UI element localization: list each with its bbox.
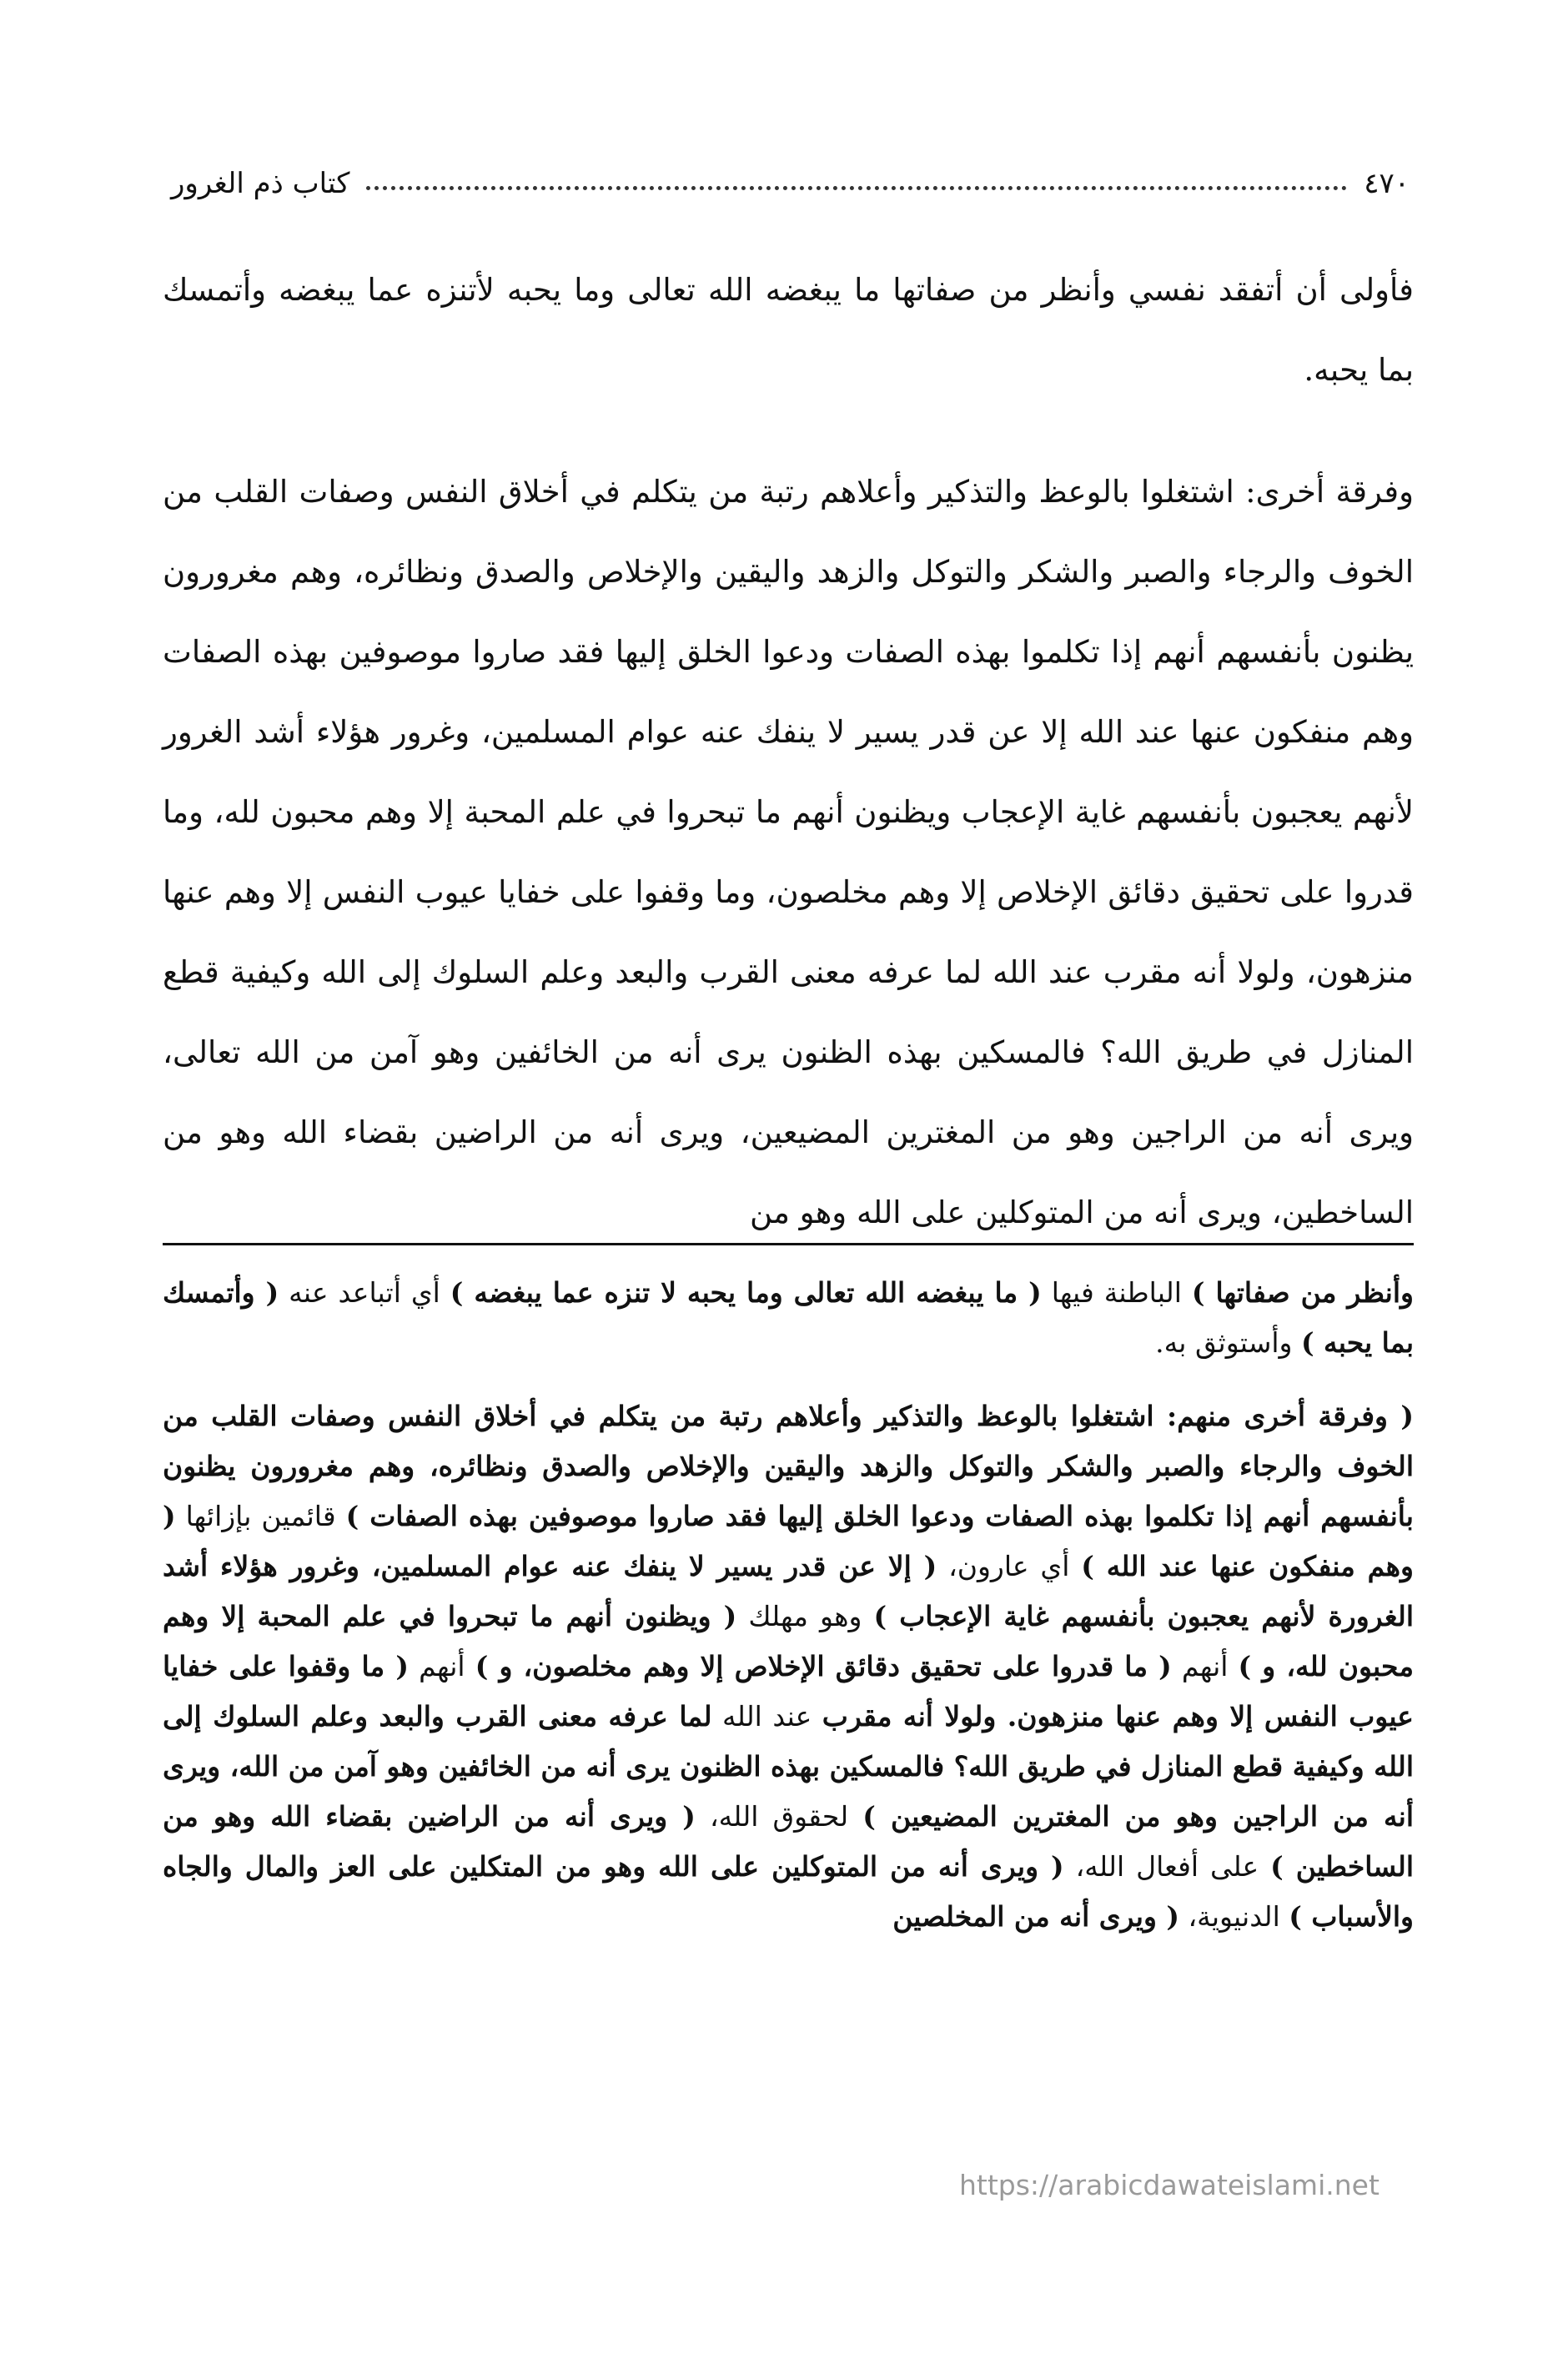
commentary-text-segment: على أفعال الله، xyxy=(1063,1850,1271,1883)
commentary-paragraph xyxy=(163,1268,1414,1368)
dotted-leader xyxy=(366,186,1347,190)
commentary-paragraph xyxy=(163,1391,1414,1942)
quoted-text-segment: ( ويرى أنه من المخلصين xyxy=(892,1900,1179,1933)
quoted-text-segment: ( ما قدروا على تحقيق دقائق الإخلاص إلا وهم مخلصون، و ) xyxy=(475,1650,1172,1682)
main-text xyxy=(163,250,1414,1253)
commentary xyxy=(163,1268,1414,1942)
commentary-text-segment: أي أتباعد عنه xyxy=(279,1276,450,1309)
commentary-text-segment: أي عارون، xyxy=(937,1550,1082,1582)
main-paragraph: وفرقة أخرى: اشتغلوا بالوعظ والتذكير وأعلاهم رتبة من يتكلم في أخلاق النفس وصفات القلب من الخوف والرجاء والصبر والشكر والتوكل والزهد واليقين والإخلاص والصدق ونظائره، وهم مغرورون يظنون بأنفسهم أنهم إذا تكلموا بهذه الصفات ودعوا الخلق إليها فقد صاروا موصوفين بهذه الصفات وهم منفكون عنها عند الله إلا عن قدر يسير لا ينفك عنه عوام المسلمين، وغرور هؤلاء أشد الغرور لأنهم يعجبون بأنفسهم غاية الإعجاب ويظنون أنهم ما تبحروا في علم المحبة إلا وهم محبون لله، وما قدروا على تحقيق دقائق الإخلاص إلا وهم مخلصون، وما وقفوا على خفايا عيوب النفس إلا وهم عنها منزهون، ولولا أنه مقرب عند الله لما عرفه معنى القرب والبعد وعلم السلوك إلى الله وكيفية قطع المنازل في طريق الله؟ فالمسكين بهذه الظنون يرى أنه من الخائفين وهو آمن من الله تعالى، ويرى أنه من الراجين وهو من المغترين المضيعين، ويرى أنه من الراضين بقضاء الله وهو من الساخطين، ويرى أنه من المتوكلين على الله وهو من xyxy=(163,474,1414,1230)
page-number: ٤٧٠ xyxy=(1364,167,1410,200)
quoted-text-segment: ( إلا عن قدر يسير لا ينفك عنه عوام المسلمين، وغرور هؤلاء أشد الغرورة لأنهم يعجبون بأنفسهم غاية الإعجاب ) xyxy=(163,1550,1415,1632)
quoted-text-segment: ( ويرى أنه من المتوكلين على الله وهو من المتكلين على العز والمال والجاه والأسباب ) xyxy=(163,1850,1414,1933)
quoted-text-segment: لما عرفه معنى القرب والبعد وعلم السلوك إلى الله وكيفية قطع المنازل في طريق الله؟ فالمسكين بهذه الظنون يرى أنه من الخائفين وهو آمن من الله، ويرى أنه من الراجين وهو من المغترين المضيعين ) xyxy=(163,1700,1414,1833)
separator-line xyxy=(163,1243,1414,1245)
commentary-text-segment: لحقوق الله، xyxy=(695,1800,863,1833)
commentary-text-segment: وأستوثق به. xyxy=(1155,1326,1301,1359)
quoted-text-segment: ( ما يبغضه الله تعالى وما يحبه لا تنزه عما يبغضه ) xyxy=(450,1276,1042,1309)
quoted-text-segment: ( وأتمسك بما يحبه ) xyxy=(163,1276,1414,1359)
commentary-text-segment: قائمين بإزائها xyxy=(175,1500,346,1532)
quoted-text-segment: ( ما وقفوا على خفايا عيوب النفس إلا وهم عنها منزهون. ولولا أنه مقرب xyxy=(163,1650,1414,1733)
page-header xyxy=(171,154,1410,213)
commentary-text-segment: أنهم xyxy=(1171,1650,1239,1682)
commentary-text-segment: الباطنة فيها xyxy=(1041,1276,1192,1309)
main-paragraph: فأولى أن أتفقد نفسي وأنظر من صفاتها ما يبغضه الله تعالى وما يحبه لأتنزه عما يبغضه وأتمسك بما يحبه. xyxy=(163,272,1414,388)
quoted-text-segment: ( وهم منفكون عنها عند الله ) xyxy=(163,1500,1414,1582)
quoted-text-segment: ( وفرقة أخرى منهم: اشتغلوا بالوعظ والتذكير وأعلاهم رتبة من يتكلم في أخلاق النفس وصفات القلب من الخوف والرجاء والصبر والشكر والتوكل والزهد واليقين والإخلاص والصدق ونظائره، وهم مغرورون يظنون بأنفسهم أنهم إذا تكلموا بهذه الصفات ودعوا الخلق إليها فقد صاروا موصوفين بهذه الصفات ) xyxy=(163,1400,1414,1532)
watermark-url: https://arabicdawateislami.net xyxy=(959,2169,1380,2201)
chapter-title: كتاب ذم الغرور xyxy=(171,167,350,200)
quoted-text-segment: ( ويرى أنه من الراضين بقضاء الله وهو من الساخطين ) xyxy=(163,1800,1414,1883)
commentary-text-segment: عند الله xyxy=(711,1700,822,1733)
quoted-text-segment: ( ويظنون أنهم ما تبحروا في علم المحبة إلا وهم محبون لله، و ) xyxy=(163,1600,1414,1682)
quoted-text-segment: وأنظر من صفاتها ) xyxy=(1191,1276,1414,1309)
commentary-text-segment: أنهم xyxy=(408,1650,475,1682)
commentary-text-segment: وهو مهلك xyxy=(736,1600,874,1632)
commentary-text-segment: الدنيوية، xyxy=(1179,1900,1289,1933)
